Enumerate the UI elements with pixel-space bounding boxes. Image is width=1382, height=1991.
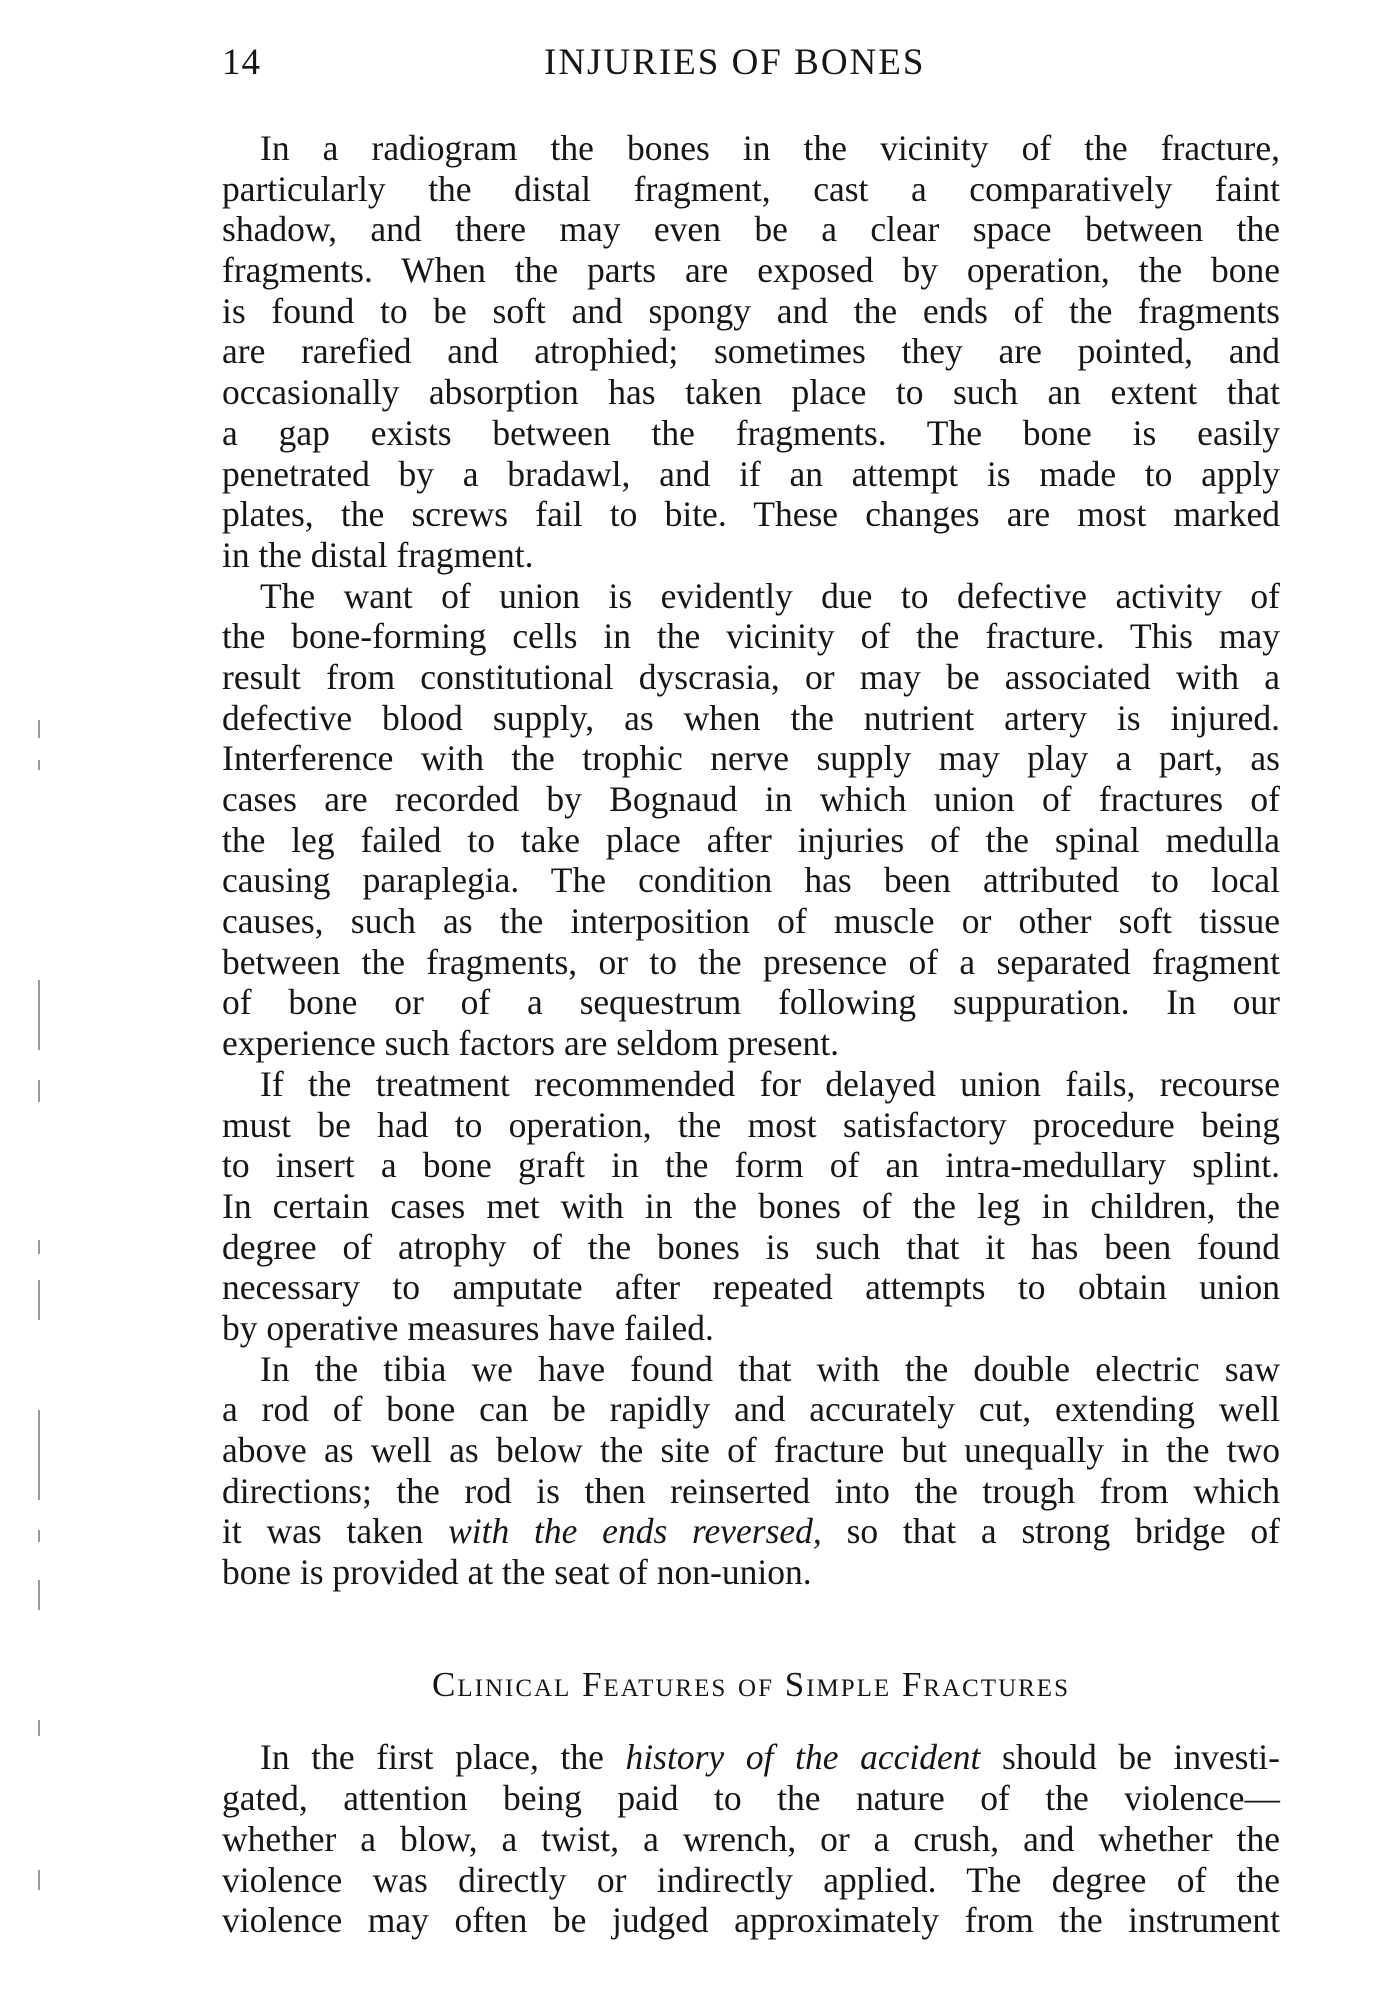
text-line: gated, attention being paid to the nature of the violence— <box>222 1778 1280 1819</box>
text-line: occasionally absorption has taken place to such an extent that <box>222 372 1280 413</box>
text-line: the bone-forming cells in the vicinity of the fracture. This may <box>222 616 1280 657</box>
text-line: necessary to amputate after repeated attempts to obtain union <box>222 1267 1280 1308</box>
text-line: is found to be soft and spongy and the ends of the fragments <box>222 290 1280 331</box>
text-line: between the fragments, or to the presence of a separated fragment <box>222 941 1280 982</box>
text-line: violence may often be judged approximately from the instrument <box>222 1900 1280 1941</box>
page-number: 14 <box>222 42 261 83</box>
italic-phrase: history of the accident <box>625 1737 981 1778</box>
text-line: are rarefied and atrophied; sometimes they are pointed, and <box>222 331 1280 372</box>
text-fragment: In the first place, the <box>260 1737 626 1778</box>
paragraph-tibia <box>222 1349 1280 1593</box>
running-title: INJURIES OF BONES <box>544 42 926 83</box>
text-line: by operative measures have failed. <box>222 1307 714 1348</box>
section-spacer <box>222 1593 1280 1665</box>
text-line: shadow, and there may even be a clear space between the <box>222 209 1280 250</box>
paragraph-radiogram <box>222 128 1280 576</box>
text-line: In a radiogram the bones in the vicinity of the fracture, <box>260 128 1280 168</box>
text-line: causes, such as the interposition of muscle or other soft tissue <box>222 901 1280 942</box>
text-line: the leg failed to take place after injuries of the spinal medulla <box>222 819 1280 860</box>
text-line: Interference with the trophic nerve supply may play a part, as <box>222 738 1280 779</box>
text-line: of bone or of a sequestrum following suppuration. In our <box>222 982 1280 1023</box>
text-line: defective blood supply, as when the nutrient artery is injured. <box>222 697 1280 738</box>
text-line: directions; the rod is then reinserted into the trough from which <box>222 1470 1280 1511</box>
text-line: cases are recorded by Bognaud in which union of fractures of <box>222 779 1280 819</box>
text-line: penetrated by a bradawl, and if an attempt is made to apply <box>222 453 1280 494</box>
text-line: bone is provided at the seat of non-union. <box>222 1552 812 1593</box>
scan-margin-artifact <box>38 720 46 1950</box>
text-line: fragments. When the parts are exposed by operation, the bone <box>222 250 1280 291</box>
text-line: result from constitutional dyscrasia, or may be associated with a <box>222 656 1280 697</box>
text-line: causing paraplegia. The condition has been attributed to local <box>222 860 1280 901</box>
text-line: experience such factors are seldom present. <box>222 1023 840 1064</box>
text-line: a gap exists between the fragments. The bone is easily <box>222 412 1280 453</box>
text-fragment: so that a strong bridge of <box>821 1511 1280 1552</box>
text-line: must be had to operation, the most satisfactory procedure being <box>222 1104 1280 1145</box>
body-text <box>222 128 1280 1941</box>
text-line <box>222 1511 1280 1552</box>
section-spacer <box>222 1705 1280 1737</box>
text-line: The want of union is evidently due to defective activity of <box>260 575 1280 616</box>
paragraph-want-of-union <box>222 576 1280 1064</box>
section-heading: Clinical Features of Simple Fractures <box>432 1664 1070 1704</box>
text-fragment: should be investi- <box>980 1737 1280 1778</box>
text-line: particularly the distal fragment, cast a comparatively faint <box>222 168 1280 209</box>
text-line: in the distal fragment. <box>222 534 534 575</box>
text-line: If the treatment recommended for delayed union fails, recourse <box>260 1063 1280 1104</box>
text-line: whether a blow, a twist, a wrench, or a crush, and whether the <box>222 1818 1280 1859</box>
text-line <box>222 1737 1280 1778</box>
text-line: plates, the screws fail to bite. These changes are most marked <box>222 494 1280 535</box>
text-line: degree of atrophy of the bones is such that it has been found <box>222 1226 1280 1267</box>
text-fragment: it was taken <box>222 1511 449 1552</box>
running-head <box>222 38 1282 88</box>
paragraph-treatment <box>222 1064 1280 1349</box>
text-line: violence was directly or indirectly applied. The degree of the <box>222 1859 1280 1900</box>
text-line: above as well as below the site of fracture but unequally in the two <box>222 1430 1280 1470</box>
italic-phrase: with the ends reversed, <box>448 1511 822 1552</box>
text-line: In the tibia we have found that with the double electric saw <box>260 1348 1280 1389</box>
text-line: In certain cases met with in the bones of the leg in children, the <box>222 1185 1280 1226</box>
text-line: to insert a bone graft in the form of an intra-medullary splint. <box>222 1145 1280 1186</box>
paragraph-history-of-accident <box>222 1737 1280 1940</box>
text-line: a rod of bone can be rapidly and accurately cut, extending well <box>222 1389 1280 1430</box>
